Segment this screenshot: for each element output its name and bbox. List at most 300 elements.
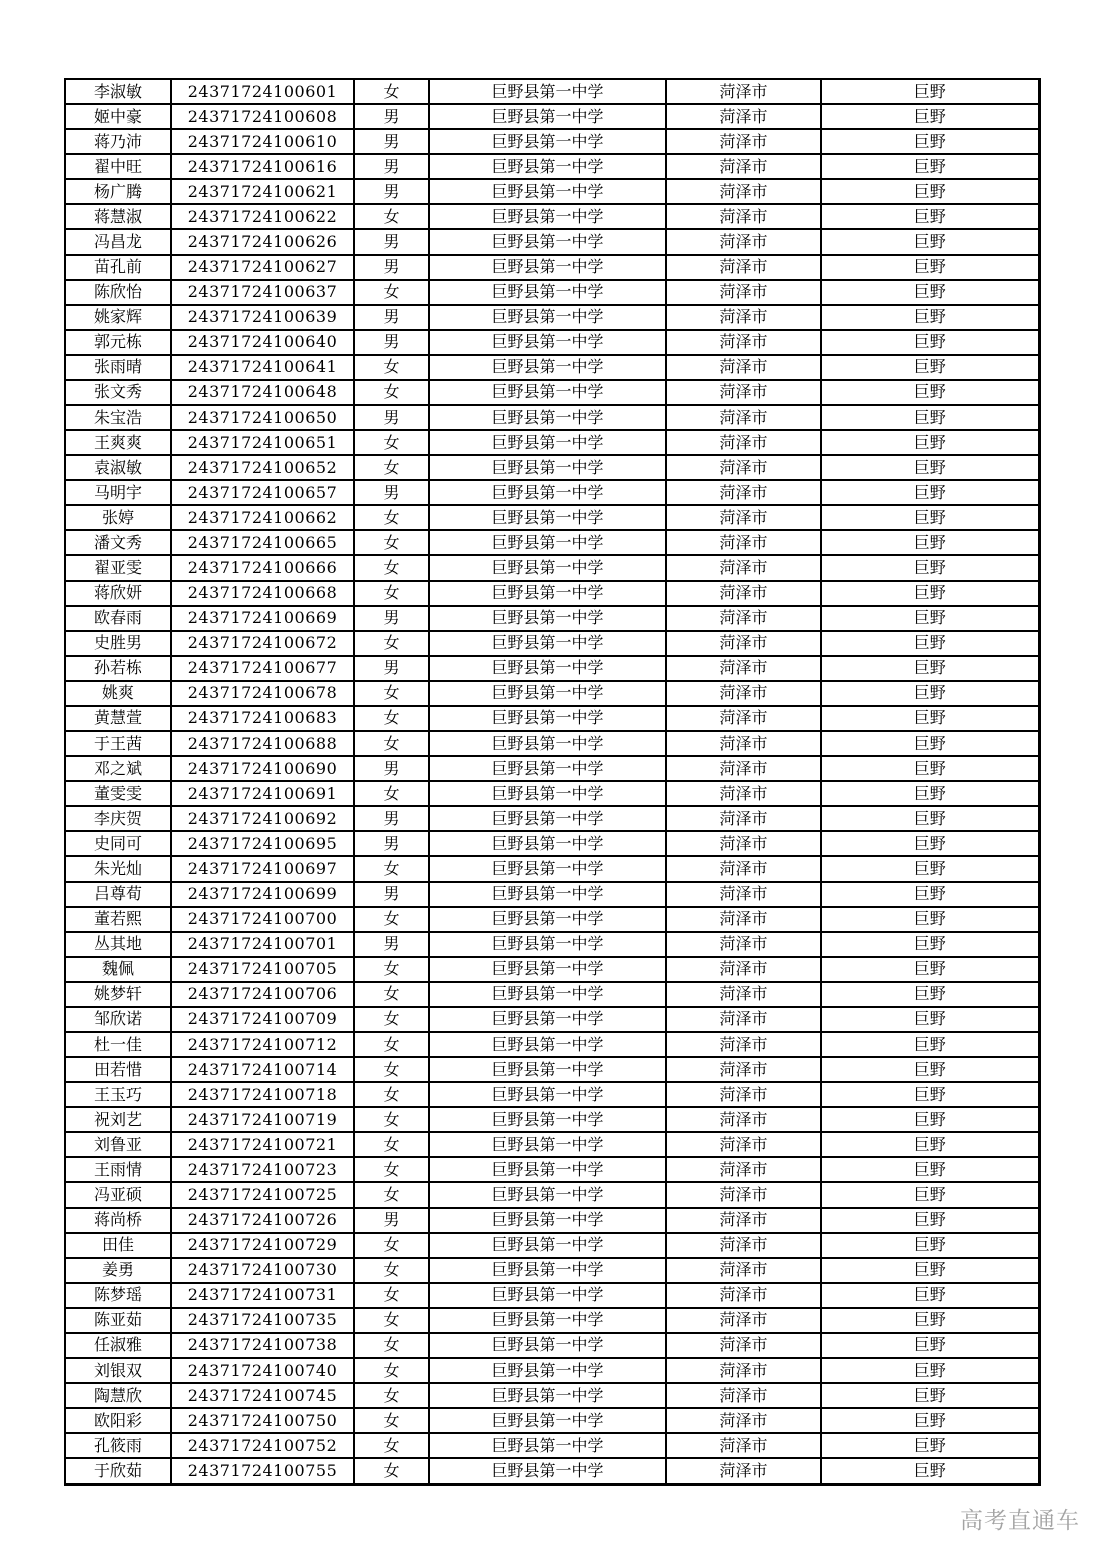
gender-cell: 女 xyxy=(354,1233,429,1258)
school-cell: 巨野县第一中学 xyxy=(429,280,666,305)
gender-cell: 女 xyxy=(354,1182,429,1207)
county-cell: 巨野 xyxy=(821,1132,1039,1157)
county-cell: 巨野 xyxy=(821,1458,1039,1484)
city-cell: 菏泽市 xyxy=(666,1182,821,1207)
city-cell: 菏泽市 xyxy=(666,581,821,606)
city-cell: 菏泽市 xyxy=(666,831,821,856)
exam-id-cell: 24371724100731 xyxy=(171,1283,354,1308)
exam-id-cell: 24371724100678 xyxy=(171,681,354,706)
county-cell: 巨野 xyxy=(821,581,1039,606)
school-cell: 巨野县第一中学 xyxy=(429,430,666,455)
county-cell: 巨野 xyxy=(821,907,1039,932)
county-cell: 巨野 xyxy=(821,756,1039,781)
city-cell: 菏泽市 xyxy=(666,1032,821,1057)
name-cell: 王玉巧 xyxy=(65,1082,171,1107)
county-cell: 巨野 xyxy=(821,129,1039,154)
gender-cell: 女 xyxy=(354,79,429,104)
gender-cell: 男 xyxy=(354,255,429,280)
city-cell: 菏泽市 xyxy=(666,1007,821,1032)
exam-id-cell: 24371724100709 xyxy=(171,1007,354,1032)
table-row xyxy=(65,380,1039,405)
city-cell: 菏泽市 xyxy=(666,781,821,806)
name-cell: 田佳 xyxy=(65,1233,171,1258)
exam-id-cell: 24371724100652 xyxy=(171,455,354,480)
table-row xyxy=(65,330,1039,355)
table-row xyxy=(65,79,1039,104)
name-cell: 朱光灿 xyxy=(65,856,171,881)
city-cell: 菏泽市 xyxy=(666,1082,821,1107)
gender-cell: 男 xyxy=(354,1208,429,1233)
gender-cell: 女 xyxy=(354,1358,429,1383)
gender-cell: 女 xyxy=(354,1007,429,1032)
table-row xyxy=(65,555,1039,580)
school-cell: 巨野县第一中学 xyxy=(429,1233,666,1258)
gender-cell: 女 xyxy=(354,355,429,380)
school-cell: 巨野县第一中学 xyxy=(429,555,666,580)
exam-id-cell: 24371724100621 xyxy=(171,179,354,204)
gender-cell: 女 xyxy=(354,1132,429,1157)
name-cell: 孔筱雨 xyxy=(65,1433,171,1458)
table-row xyxy=(65,1007,1039,1032)
watermark-brand-label: 高考直通车 xyxy=(960,1508,1080,1534)
table-row xyxy=(65,1258,1039,1283)
gender-cell: 女 xyxy=(354,1032,429,1057)
table-row xyxy=(65,706,1039,731)
name-cell: 蒋乃沛 xyxy=(65,129,171,154)
city-cell: 菏泽市 xyxy=(666,731,821,756)
city-cell: 菏泽市 xyxy=(666,255,821,280)
name-cell: 蒋尚桥 xyxy=(65,1208,171,1233)
gender-cell: 女 xyxy=(354,907,429,932)
name-cell: 冯昌龙 xyxy=(65,229,171,254)
county-cell: 巨野 xyxy=(821,430,1039,455)
table-row xyxy=(65,1408,1039,1433)
gender-cell: 男 xyxy=(354,229,429,254)
exam-id-cell: 24371724100699 xyxy=(171,882,354,907)
school-cell: 巨野县第一中学 xyxy=(429,505,666,530)
table-row xyxy=(65,179,1039,204)
exam-id-cell: 24371724100706 xyxy=(171,982,354,1007)
gender-cell: 女 xyxy=(354,1333,429,1358)
exam-id-cell: 24371724100745 xyxy=(171,1383,354,1408)
county-cell: 巨野 xyxy=(821,229,1039,254)
city-cell: 菏泽市 xyxy=(666,656,821,681)
gender-cell: 男 xyxy=(354,932,429,957)
gender-cell: 女 xyxy=(354,856,429,881)
name-cell: 袁淑敏 xyxy=(65,455,171,480)
city-cell: 菏泽市 xyxy=(666,907,821,932)
city-cell: 菏泽市 xyxy=(666,129,821,154)
name-cell: 欧春雨 xyxy=(65,606,171,631)
name-cell: 马明宇 xyxy=(65,480,171,505)
name-cell: 田若惜 xyxy=(65,1057,171,1082)
name-cell: 姚爽 xyxy=(65,681,171,706)
table-row xyxy=(65,982,1039,1007)
city-cell: 菏泽市 xyxy=(666,455,821,480)
table-row xyxy=(65,606,1039,631)
city-cell: 菏泽市 xyxy=(666,856,821,881)
exam-id-cell: 24371724100735 xyxy=(171,1308,354,1333)
gender-cell: 男 xyxy=(354,405,429,430)
name-cell: 姜勇 xyxy=(65,1258,171,1283)
school-cell: 巨野县第一中学 xyxy=(429,1107,666,1132)
school-cell: 巨野县第一中学 xyxy=(429,305,666,330)
county-cell: 巨野 xyxy=(821,1258,1039,1283)
name-cell: 潘文秀 xyxy=(65,530,171,555)
gender-cell: 男 xyxy=(354,179,429,204)
name-cell: 黄慧萱 xyxy=(65,706,171,731)
school-cell: 巨野县第一中学 xyxy=(429,907,666,932)
name-cell: 朱宝浩 xyxy=(65,405,171,430)
exam-id-cell: 24371724100665 xyxy=(171,530,354,555)
table-row xyxy=(65,430,1039,455)
school-cell: 巨野县第一中学 xyxy=(429,229,666,254)
gender-cell: 女 xyxy=(354,430,429,455)
county-cell: 巨野 xyxy=(821,1208,1039,1233)
city-cell: 菏泽市 xyxy=(666,480,821,505)
city-cell: 菏泽市 xyxy=(666,882,821,907)
county-cell: 巨野 xyxy=(821,79,1039,104)
exam-id-cell: 24371724100669 xyxy=(171,606,354,631)
gender-cell: 女 xyxy=(354,1458,429,1484)
county-cell: 巨野 xyxy=(821,1032,1039,1057)
school-cell: 巨野县第一中学 xyxy=(429,606,666,631)
table-row xyxy=(65,480,1039,505)
table-row xyxy=(65,932,1039,957)
exam-id-cell: 24371724100700 xyxy=(171,907,354,932)
name-cell: 陶慧欣 xyxy=(65,1383,171,1408)
school-cell: 巨野县第一中学 xyxy=(429,656,666,681)
table-row xyxy=(65,781,1039,806)
county-cell: 巨野 xyxy=(821,1283,1039,1308)
table-row xyxy=(65,631,1039,656)
exam-id-cell: 24371724100639 xyxy=(171,305,354,330)
table-row xyxy=(65,129,1039,154)
city-cell: 菏泽市 xyxy=(666,1433,821,1458)
exam-id-cell: 24371724100740 xyxy=(171,1358,354,1383)
county-cell: 巨野 xyxy=(821,1333,1039,1358)
name-cell: 杜一佳 xyxy=(65,1032,171,1057)
name-cell: 陈欣怡 xyxy=(65,280,171,305)
school-cell: 巨野县第一中学 xyxy=(429,129,666,154)
city-cell: 菏泽市 xyxy=(666,806,821,831)
name-cell: 翟亚雯 xyxy=(65,555,171,580)
gender-cell: 女 xyxy=(354,681,429,706)
exam-id-cell: 24371724100651 xyxy=(171,430,354,455)
county-cell: 巨野 xyxy=(821,631,1039,656)
city-cell: 菏泽市 xyxy=(666,229,821,254)
table-row xyxy=(65,1132,1039,1157)
exam-id-cell: 24371724100688 xyxy=(171,731,354,756)
gender-cell: 女 xyxy=(354,380,429,405)
city-cell: 菏泽市 xyxy=(666,1057,821,1082)
name-cell: 吕尊荀 xyxy=(65,882,171,907)
county-cell: 巨野 xyxy=(821,1408,1039,1433)
gender-cell: 女 xyxy=(354,505,429,530)
exam-id-cell: 24371724100668 xyxy=(171,581,354,606)
county-cell: 巨野 xyxy=(821,330,1039,355)
school-cell: 巨野县第一中学 xyxy=(429,831,666,856)
table-row xyxy=(65,355,1039,380)
table-row xyxy=(65,656,1039,681)
table-row xyxy=(65,1283,1039,1308)
name-cell: 杨广腾 xyxy=(65,179,171,204)
county-cell: 巨野 xyxy=(821,455,1039,480)
city-cell: 菏泽市 xyxy=(666,1458,821,1484)
name-cell: 孙若栋 xyxy=(65,656,171,681)
school-cell: 巨野县第一中学 xyxy=(429,1283,666,1308)
name-cell: 丛其地 xyxy=(65,932,171,957)
exam-id-cell: 24371724100648 xyxy=(171,380,354,405)
gender-cell: 女 xyxy=(354,1283,429,1308)
exam-id-cell: 24371724100752 xyxy=(171,1433,354,1458)
county-cell: 巨野 xyxy=(821,1383,1039,1408)
table-row xyxy=(65,681,1039,706)
county-cell: 巨野 xyxy=(821,1107,1039,1132)
exam-id-cell: 24371724100691 xyxy=(171,781,354,806)
name-cell: 任淑雅 xyxy=(65,1333,171,1358)
table-row xyxy=(65,1208,1039,1233)
city-cell: 菏泽市 xyxy=(666,179,821,204)
city-cell: 菏泽市 xyxy=(666,1107,821,1132)
gender-cell: 女 xyxy=(354,280,429,305)
school-cell: 巨野县第一中学 xyxy=(429,1082,666,1107)
gender-cell: 女 xyxy=(354,731,429,756)
city-cell: 菏泽市 xyxy=(666,555,821,580)
school-cell: 巨野县第一中学 xyxy=(429,255,666,280)
school-cell: 巨野县第一中学 xyxy=(429,1333,666,1358)
name-cell: 李庆贺 xyxy=(65,806,171,831)
school-cell: 巨野县第一中学 xyxy=(429,1032,666,1057)
exam-id-cell: 24371724100616 xyxy=(171,154,354,179)
county-cell: 巨野 xyxy=(821,305,1039,330)
gender-cell: 女 xyxy=(354,1433,429,1458)
county-cell: 巨野 xyxy=(821,1233,1039,1258)
exam-id-cell: 24371724100721 xyxy=(171,1132,354,1157)
county-cell: 巨野 xyxy=(821,957,1039,982)
name-cell: 张婷 xyxy=(65,505,171,530)
city-cell: 菏泽市 xyxy=(666,154,821,179)
school-cell: 巨野县第一中学 xyxy=(429,455,666,480)
table-row xyxy=(65,806,1039,831)
name-cell: 史胜男 xyxy=(65,631,171,656)
gender-cell: 男 xyxy=(354,831,429,856)
county-cell: 巨野 xyxy=(821,606,1039,631)
gender-cell: 女 xyxy=(354,781,429,806)
county-cell: 巨野 xyxy=(821,1157,1039,1182)
gender-cell: 男 xyxy=(354,129,429,154)
gender-cell: 女 xyxy=(354,1107,429,1132)
school-cell: 巨野县第一中学 xyxy=(429,1308,666,1333)
gender-cell: 男 xyxy=(354,154,429,179)
school-cell: 巨野县第一中学 xyxy=(429,631,666,656)
gender-cell: 女 xyxy=(354,957,429,982)
exam-id-cell: 24371724100725 xyxy=(171,1182,354,1207)
gender-cell: 男 xyxy=(354,882,429,907)
school-cell: 巨野县第一中学 xyxy=(429,204,666,229)
name-cell: 姚梦轩 xyxy=(65,982,171,1007)
exam-id-cell: 24371724100640 xyxy=(171,330,354,355)
table-row xyxy=(65,255,1039,280)
table-row xyxy=(65,455,1039,480)
table-row xyxy=(65,1458,1039,1484)
name-cell: 董若熙 xyxy=(65,907,171,932)
gender-cell: 女 xyxy=(354,1408,429,1433)
school-cell: 巨野县第一中学 xyxy=(429,806,666,831)
name-cell: 邹欣诺 xyxy=(65,1007,171,1032)
city-cell: 菏泽市 xyxy=(666,681,821,706)
table-row xyxy=(65,831,1039,856)
school-cell: 巨野县第一中学 xyxy=(429,1007,666,1032)
city-cell: 菏泽市 xyxy=(666,982,821,1007)
exam-id-cell: 24371724100714 xyxy=(171,1057,354,1082)
exam-id-cell: 24371724100726 xyxy=(171,1208,354,1233)
exam-id-cell: 24371724100690 xyxy=(171,756,354,781)
table-row xyxy=(65,1057,1039,1082)
name-cell: 董雯雯 xyxy=(65,781,171,806)
exam-id-cell: 24371724100626 xyxy=(171,229,354,254)
county-cell: 巨野 xyxy=(821,656,1039,681)
city-cell: 菏泽市 xyxy=(666,405,821,430)
exam-id-cell: 24371724100650 xyxy=(171,405,354,430)
school-cell: 巨野县第一中学 xyxy=(429,1057,666,1082)
county-cell: 巨野 xyxy=(821,505,1039,530)
city-cell: 菏泽市 xyxy=(666,1233,821,1258)
name-cell: 苗孔前 xyxy=(65,255,171,280)
city-cell: 菏泽市 xyxy=(666,1408,821,1433)
school-cell: 巨野县第一中学 xyxy=(429,1157,666,1182)
city-cell: 菏泽市 xyxy=(666,1283,821,1308)
name-cell: 刘银双 xyxy=(65,1358,171,1383)
table-row xyxy=(65,1333,1039,1358)
exam-id-cell: 24371724100750 xyxy=(171,1408,354,1433)
school-cell: 巨野县第一中学 xyxy=(429,1458,666,1484)
county-cell: 巨野 xyxy=(821,731,1039,756)
exam-id-cell: 24371724100701 xyxy=(171,932,354,957)
county-cell: 巨野 xyxy=(821,831,1039,856)
county-cell: 巨野 xyxy=(821,806,1039,831)
exam-id-cell: 24371724100738 xyxy=(171,1333,354,1358)
school-cell: 巨野县第一中学 xyxy=(429,530,666,555)
table-row xyxy=(65,957,1039,982)
city-cell: 菏泽市 xyxy=(666,505,821,530)
school-cell: 巨野县第一中学 xyxy=(429,79,666,104)
table-row xyxy=(65,280,1039,305)
gender-cell: 女 xyxy=(354,1157,429,1182)
school-cell: 巨野县第一中学 xyxy=(429,1408,666,1433)
city-cell: 菏泽市 xyxy=(666,104,821,129)
name-cell: 姚家辉 xyxy=(65,305,171,330)
county-cell: 巨野 xyxy=(821,856,1039,881)
county-cell: 巨野 xyxy=(821,1007,1039,1032)
name-cell: 陈梦瑶 xyxy=(65,1283,171,1308)
school-cell: 巨野县第一中学 xyxy=(429,706,666,731)
table-row xyxy=(65,1233,1039,1258)
city-cell: 菏泽市 xyxy=(666,1358,821,1383)
exam-id-cell: 24371724100627 xyxy=(171,255,354,280)
city-cell: 菏泽市 xyxy=(666,305,821,330)
name-cell: 蒋欣妍 xyxy=(65,581,171,606)
table-row xyxy=(65,581,1039,606)
gender-cell: 女 xyxy=(354,1082,429,1107)
county-cell: 巨野 xyxy=(821,555,1039,580)
county-cell: 巨野 xyxy=(821,530,1039,555)
school-cell: 巨野县第一中学 xyxy=(429,154,666,179)
name-cell: 于欣茹 xyxy=(65,1458,171,1484)
city-cell: 菏泽市 xyxy=(666,355,821,380)
school-cell: 巨野县第一中学 xyxy=(429,1132,666,1157)
school-cell: 巨野县第一中学 xyxy=(429,882,666,907)
city-cell: 菏泽市 xyxy=(666,706,821,731)
school-cell: 巨野县第一中学 xyxy=(429,480,666,505)
county-cell: 巨野 xyxy=(821,480,1039,505)
school-cell: 巨野县第一中学 xyxy=(429,982,666,1007)
table-row xyxy=(65,756,1039,781)
city-cell: 菏泽市 xyxy=(666,957,821,982)
table-row xyxy=(65,204,1039,229)
county-cell: 巨野 xyxy=(821,932,1039,957)
city-cell: 菏泽市 xyxy=(666,330,821,355)
table-row xyxy=(65,305,1039,330)
table-row xyxy=(65,229,1039,254)
school-cell: 巨野县第一中学 xyxy=(429,1208,666,1233)
school-cell: 巨野县第一中学 xyxy=(429,179,666,204)
exam-id-cell: 24371724100666 xyxy=(171,555,354,580)
table-row xyxy=(65,907,1039,932)
exam-id-cell: 24371724100697 xyxy=(171,856,354,881)
city-cell: 菏泽市 xyxy=(666,380,821,405)
county-cell: 巨野 xyxy=(821,1182,1039,1207)
gender-cell: 女 xyxy=(354,204,429,229)
city-cell: 菏泽市 xyxy=(666,1208,821,1233)
gender-cell: 男 xyxy=(354,806,429,831)
county-cell: 巨野 xyxy=(821,280,1039,305)
gender-cell: 女 xyxy=(354,530,429,555)
name-cell: 于王茜 xyxy=(65,731,171,756)
exam-id-cell: 24371724100662 xyxy=(171,505,354,530)
name-cell: 史同可 xyxy=(65,831,171,856)
city-cell: 菏泽市 xyxy=(666,79,821,104)
table-row xyxy=(65,1383,1039,1408)
county-cell: 巨野 xyxy=(821,982,1039,1007)
school-cell: 巨野县第一中学 xyxy=(429,856,666,881)
gender-cell: 女 xyxy=(354,455,429,480)
exam-id-cell: 24371724100695 xyxy=(171,831,354,856)
school-cell: 巨野县第一中学 xyxy=(429,405,666,430)
gender-cell: 男 xyxy=(354,480,429,505)
county-cell: 巨野 xyxy=(821,154,1039,179)
exam-id-cell: 24371724100608 xyxy=(171,104,354,129)
school-cell: 巨野县第一中学 xyxy=(429,681,666,706)
gender-cell: 女 xyxy=(354,982,429,1007)
name-cell: 张雨晴 xyxy=(65,355,171,380)
exam-id-cell: 24371724100730 xyxy=(171,1258,354,1283)
county-cell: 巨野 xyxy=(821,781,1039,806)
exam-id-cell: 24371724100601 xyxy=(171,79,354,104)
table-row xyxy=(65,1082,1039,1107)
city-cell: 菏泽市 xyxy=(666,1308,821,1333)
city-cell: 菏泽市 xyxy=(666,606,821,631)
county-cell: 巨野 xyxy=(821,179,1039,204)
table-row xyxy=(65,104,1039,129)
gender-cell: 女 xyxy=(354,1383,429,1408)
county-cell: 巨野 xyxy=(821,882,1039,907)
school-cell: 巨野县第一中学 xyxy=(429,957,666,982)
table-row xyxy=(65,1182,1039,1207)
gender-cell: 女 xyxy=(354,631,429,656)
school-cell: 巨野县第一中学 xyxy=(429,932,666,957)
table-row xyxy=(65,405,1039,430)
